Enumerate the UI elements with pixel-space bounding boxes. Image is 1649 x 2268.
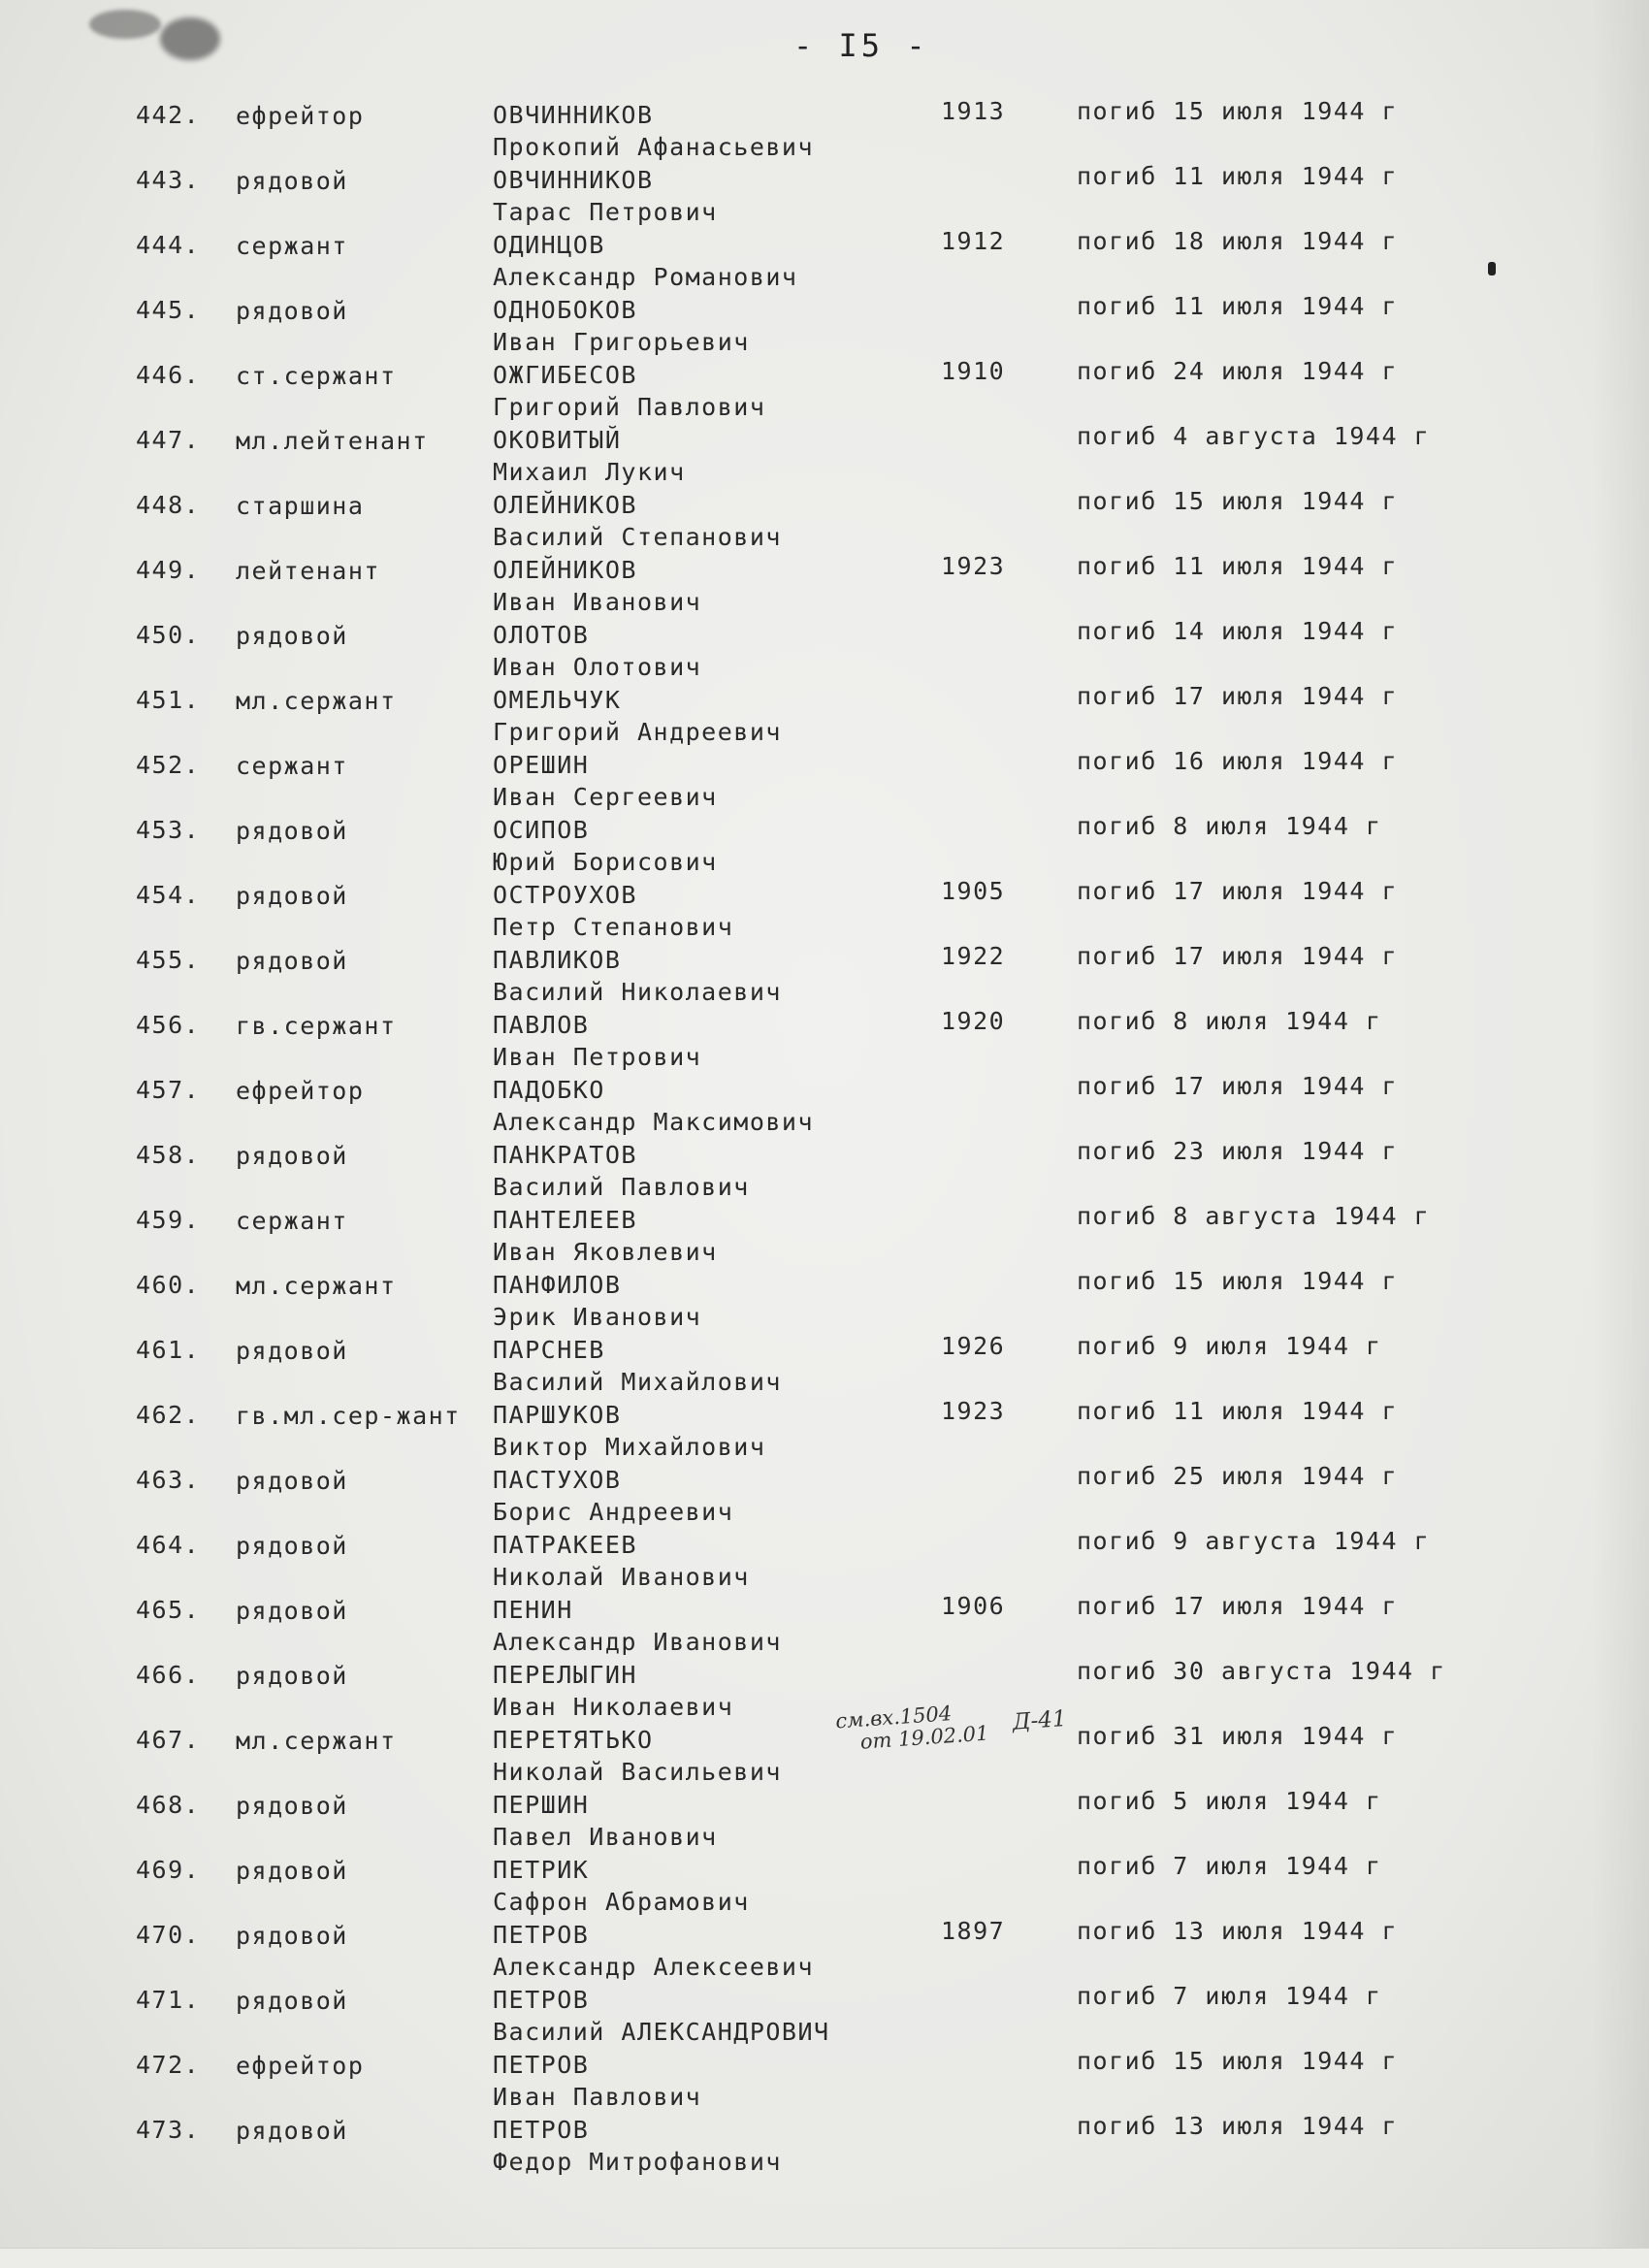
entry-given-name: Александр Иванович <box>493 1628 782 1656</box>
entry-death-note: погиб 25 июля 1944 г <box>1077 1462 1399 1490</box>
entry-death-note: погиб 16 июля 1944 г <box>1077 747 1399 775</box>
entry-death-note: погиб 17 июля 1944 г <box>1077 1592 1399 1620</box>
entry-surname: ПЕРШИН <box>493 1791 590 1819</box>
entry-rank: ефрейтор <box>236 1077 365 1105</box>
entry-rank: ефрейтор <box>236 2052 365 2080</box>
entry-number: 460. <box>136 1271 201 1299</box>
list-item <box>0 2047 1649 2112</box>
entry-number: 469. <box>136 1856 201 1884</box>
entry-rank: рядовой <box>236 817 348 845</box>
entry-rank: рядовой <box>236 1987 348 2015</box>
entry-surname: ПЕТРОВ <box>493 1986 590 2014</box>
entry-rank: рядовой <box>236 1337 348 1365</box>
entry-surname: ОДНОБОКОВ <box>493 296 637 324</box>
entry-surname: ОЛЕЙНИКОВ <box>493 556 637 584</box>
entry-death-note: погиб 11 июля 1944 г <box>1077 162 1399 190</box>
list-item <box>0 1722 1649 1787</box>
entry-given-name: Михаил Лукич <box>493 458 686 486</box>
entry-given-name: Прокопий Афанасьевич <box>493 133 815 161</box>
entry-given-name: Василий АЛЕКСАНДРОВИЧ <box>493 2018 830 2046</box>
entry-death-note: погиб 17 июля 1944 г <box>1077 942 1399 970</box>
entry-given-name: Виктор Михайлович <box>493 1433 766 1461</box>
entry-given-name: Иван Сергеевич <box>493 783 718 811</box>
entry-rank: рядовой <box>236 2117 348 2145</box>
list-item <box>0 1137 1649 1202</box>
entry-rank: сержант <box>236 1207 348 1235</box>
entry-surname: ПЕТРИК <box>493 1856 590 1884</box>
entry-surname: ПАНТЕЛЕЕВ <box>493 1206 637 1234</box>
entry-number: 461. <box>136 1336 201 1364</box>
entry-rank: гв.мл.сер-жант <box>236 1402 461 1430</box>
entry-number: 464. <box>136 1531 201 1559</box>
entry-death-note: погиб 13 июля 1944 г <box>1077 2112 1399 2140</box>
entry-death-note: погиб 15 июля 1944 г <box>1077 1267 1399 1295</box>
ink-smudge <box>89 10 161 39</box>
entry-surname: ОСИПОВ <box>493 816 590 844</box>
entry-rank: ст.сержант <box>236 362 397 390</box>
note-line-1: см.вх.1504 <box>834 1701 953 1733</box>
entry-given-name: Петр Степанович <box>493 913 734 941</box>
entry-surname: ОМЕЛЬЧУК <box>493 686 622 714</box>
entry-rank: рядовой <box>236 167 348 195</box>
entry-number: 445. <box>136 296 201 324</box>
entry-death-note: погиб 7 июля 1944 г <box>1077 1852 1382 1880</box>
entry-rank: сержант <box>236 232 348 260</box>
entry-number: 453. <box>136 816 201 844</box>
entry-surname: ПАРСНЕВ <box>493 1336 605 1364</box>
entry-number: 470. <box>136 1921 201 1949</box>
entry-rank: рядовой <box>236 1662 348 1690</box>
list-item <box>0 357 1649 422</box>
entry-birth-year: 1913 <box>941 97 1006 125</box>
entry-given-name: Борис Андреевич <box>493 1498 734 1526</box>
list-item <box>0 487 1649 552</box>
entry-rank: старшина <box>236 492 365 520</box>
entry-surname: ПАСТУХОВ <box>493 1466 622 1494</box>
bottom-edge <box>0 2248 1649 2268</box>
entry-given-name: Александр Алексеевич <box>493 1953 815 1981</box>
entry-surname: ПАРШУКОВ <box>493 1401 622 1429</box>
entry-death-note: погиб 13 июля 1944 г <box>1077 1917 1399 1945</box>
entry-number: 451. <box>136 686 201 714</box>
entry-surname: ОВЧИННИКОВ <box>493 166 654 194</box>
entry-birth-year: 1912 <box>941 227 1006 255</box>
entry-number: 454. <box>136 881 201 909</box>
entry-birth-year: 1910 <box>941 357 1006 385</box>
list-item <box>0 1527 1649 1592</box>
entry-given-name: Иван Николаевич <box>493 1693 734 1721</box>
entry-death-note: погиб 9 июля 1944 г <box>1077 1332 1382 1360</box>
entry-number: 462. <box>136 1401 201 1429</box>
entry-given-name: Николай Васильевич <box>493 1758 782 1786</box>
entry-given-name: Григорий Павлович <box>493 393 766 421</box>
entry-death-note: погиб 23 июля 1944 г <box>1077 1137 1399 1165</box>
entry-rank: лейтенант <box>236 557 380 585</box>
entry-given-name: Александр Максимович <box>493 1108 815 1136</box>
list-item <box>0 942 1649 1007</box>
list-item <box>0 552 1649 617</box>
list-item <box>0 617 1649 682</box>
entry-given-name: Василий Николаевич <box>493 978 782 1006</box>
list-item <box>0 1462 1649 1527</box>
entry-given-name: Василий Михайлович <box>493 1368 782 1396</box>
list-item <box>0 1982 1649 2047</box>
page-number: - I5 - <box>793 27 929 64</box>
entry-rank: рядовой <box>236 1532 348 1560</box>
entry-given-name: Иван Павлович <box>493 2083 702 2111</box>
entry-rank: гв.сержант <box>236 1012 397 1040</box>
entry-surname: ОРЕШИН <box>493 751 590 779</box>
entry-death-note: погиб 8 июля 1944 г <box>1077 812 1382 840</box>
entry-rank: мл.сержант <box>236 687 397 715</box>
entry-death-note: погиб 18 июля 1944 г <box>1077 227 1399 255</box>
entry-number: 463. <box>136 1466 201 1494</box>
list-item <box>0 422 1649 487</box>
entry-number: 449. <box>136 556 201 584</box>
entry-given-name: Николай Иванович <box>493 1563 750 1591</box>
entry-given-name: Василий Павлович <box>493 1173 750 1201</box>
note-line-2: от 19.02.01 <box>859 1721 990 1754</box>
entry-death-note: погиб 30 августа 1944 г <box>1077 1657 1446 1685</box>
entry-number: 446. <box>136 361 201 389</box>
entry-number: 448. <box>136 491 201 519</box>
entry-given-name: Иван Яковлевич <box>493 1238 718 1266</box>
entry-death-note: погиб 11 июля 1944 г <box>1077 1397 1399 1425</box>
entry-death-note: погиб 5 июля 1944 г <box>1077 1787 1382 1815</box>
entry-rank: рядовой <box>236 947 348 975</box>
entry-death-note: погиб 8 июля 1944 г <box>1077 1007 1382 1035</box>
casualty-list <box>0 97 1649 2177</box>
entry-birth-year: 1897 <box>941 1917 1006 1945</box>
list-item <box>0 747 1649 812</box>
ink-smudge <box>160 17 220 60</box>
entry-surname: ПАВЛОВ <box>493 1011 590 1039</box>
entry-death-note: погиб 24 июля 1944 г <box>1077 357 1399 385</box>
entry-number: 447. <box>136 426 201 454</box>
entry-surname: ОДИНЦОВ <box>493 231 605 259</box>
entry-death-note: погиб 7 июля 1944 г <box>1077 1982 1382 2010</box>
entry-death-note: погиб 17 июля 1944 г <box>1077 1072 1399 1100</box>
list-item <box>0 1332 1649 1397</box>
entry-given-name: Василий Степанович <box>493 523 782 551</box>
entry-number: 444. <box>136 231 201 259</box>
entry-death-note: погиб 9 августа 1944 г <box>1077 1527 1431 1555</box>
entry-given-name: Иван Григорьевич <box>493 328 750 356</box>
entry-number: 472. <box>136 2051 201 2079</box>
entry-given-name: Тарас Петрович <box>493 198 718 226</box>
entry-number: 468. <box>136 1791 201 1819</box>
entry-surname: ОЖГИБЕСОВ <box>493 361 637 389</box>
entry-rank: рядовой <box>236 1597 348 1625</box>
entry-death-note: погиб 4 августа 1944 г <box>1077 422 1431 450</box>
entry-number: 471. <box>136 1986 201 2014</box>
entry-rank: мл.сержант <box>236 1272 397 1300</box>
entry-rank: рядовой <box>236 297 348 325</box>
entry-death-note: погиб 17 июля 1944 г <box>1077 877 1399 905</box>
entry-number: 443. <box>136 166 201 194</box>
entry-given-name: Александр Романович <box>493 263 798 291</box>
entry-death-note: погиб 15 июля 1944 г <box>1077 97 1399 125</box>
entry-rank: сержант <box>236 752 348 780</box>
entry-number: 473. <box>136 2116 201 2144</box>
entry-rank: рядовой <box>236 622 348 650</box>
entry-rank: рядовой <box>236 882 348 910</box>
entry-number: 442. <box>136 101 201 129</box>
entry-surname: ПАВЛИКОВ <box>493 946 622 974</box>
entry-death-note: погиб 11 июля 1944 г <box>1077 552 1399 580</box>
entry-given-name: Григорий Андреевич <box>493 718 782 746</box>
list-item <box>0 1917 1649 1982</box>
entry-given-name: Иван Олотович <box>493 653 702 681</box>
entry-death-note: погиб 14 июля 1944 г <box>1077 617 1399 645</box>
list-item <box>0 1267 1649 1332</box>
list-item <box>0 1852 1649 1917</box>
list-item <box>0 162 1649 227</box>
list-item <box>0 1592 1649 1657</box>
list-item <box>0 877 1649 942</box>
entry-rank: рядовой <box>236 1142 348 1170</box>
list-item <box>0 1787 1649 1852</box>
entry-surname: ПЕТРОВ <box>493 2116 590 2144</box>
entry-number: 456. <box>136 1011 201 1039</box>
entry-death-note: погиб 8 августа 1944 г <box>1077 1202 1431 1230</box>
note-ref: Д-41 <box>1011 1705 1068 1735</box>
entry-birth-year: 1923 <box>941 1397 1006 1425</box>
entry-given-name: Эрик Иванович <box>493 1303 702 1331</box>
list-item <box>0 97 1649 162</box>
entry-given-name: Федор Митрофанович <box>493 2148 782 2176</box>
list-item <box>0 227 1649 292</box>
entry-number: 466. <box>136 1661 201 1689</box>
entry-given-name: Юрий Борисович <box>493 848 718 876</box>
entry-rank: ефрейтор <box>236 102 365 130</box>
entry-rank: рядовой <box>236 1857 348 1885</box>
entry-given-name: Сафрон Абрамович <box>493 1888 750 1916</box>
entry-birth-year: 1920 <box>941 1007 1006 1035</box>
entry-rank: рядовой <box>236 1922 348 1950</box>
list-item <box>0 1072 1649 1137</box>
entry-birth-year: 1923 <box>941 552 1006 580</box>
entry-death-note: погиб 17 июля 1944 г <box>1077 682 1399 710</box>
entry-number: 450. <box>136 621 201 649</box>
entry-number: 455. <box>136 946 201 974</box>
entry-death-note: погиб 15 июля 1944 г <box>1077 2047 1399 2075</box>
entry-death-note: погиб 15 июля 1944 г <box>1077 487 1399 515</box>
list-item <box>0 1007 1649 1072</box>
entry-surname: ОЛОТОВ <box>493 621 590 649</box>
list-item <box>0 812 1649 877</box>
list-item <box>0 1202 1649 1267</box>
entry-birth-year: 1926 <box>941 1332 1006 1360</box>
entry-given-name: Иван Петрович <box>493 1043 702 1071</box>
entry-surname: ПАДОБКО <box>493 1076 605 1104</box>
list-item <box>0 682 1649 747</box>
entry-surname: ПАНКРАТОВ <box>493 1141 637 1169</box>
entry-number: 457. <box>136 1076 201 1104</box>
entry-surname: ОВЧИННИКОВ <box>493 101 654 129</box>
entry-surname: ПЕТРОВ <box>493 1921 590 1949</box>
entry-rank: рядовой <box>236 1792 348 1820</box>
entry-given-name: Иван Иванович <box>493 588 702 616</box>
entry-birth-year: 1922 <box>941 942 1006 970</box>
entry-surname: ОСТРОУХОВ <box>493 881 637 909</box>
entry-number: 452. <box>136 751 201 779</box>
entry-death-note: погиб 31 июля 1944 г <box>1077 1722 1399 1750</box>
entry-surname: ОКОВИТЫЙ <box>493 426 622 454</box>
entry-rank: рядовой <box>236 1467 348 1495</box>
entry-surname: ОЛЕЙНИКОВ <box>493 491 637 519</box>
list-item <box>0 292 1649 357</box>
entry-surname: ПЕНИН <box>493 1596 573 1624</box>
entry-birth-year: 1905 <box>941 877 1006 905</box>
entry-surname: ПЕРЕТЯТЬКО <box>493 1726 654 1754</box>
list-item <box>0 2112 1649 2177</box>
list-item <box>0 1657 1649 1722</box>
entry-surname: ПЕРЕЛЫГИН <box>493 1661 637 1689</box>
entry-given-name: Павел Иванович <box>493 1823 718 1851</box>
entry-surname: ПАНФИЛОВ <box>493 1271 622 1299</box>
entry-number: 458. <box>136 1141 201 1169</box>
entry-surname: ПАТРАКЕЕВ <box>493 1531 637 1559</box>
list-item <box>0 1397 1649 1462</box>
entry-number: 467. <box>136 1726 201 1754</box>
entry-death-note: погиб 11 июля 1944 г <box>1077 292 1399 320</box>
entry-surname: ПЕТРОВ <box>493 2051 590 2079</box>
entry-rank: мл.сержант <box>236 1727 397 1755</box>
entry-rank: мл.лейтенант <box>236 427 429 455</box>
entry-number: 459. <box>136 1206 201 1234</box>
entry-birth-year: 1906 <box>941 1592 1006 1620</box>
entry-number: 465. <box>136 1596 201 1624</box>
